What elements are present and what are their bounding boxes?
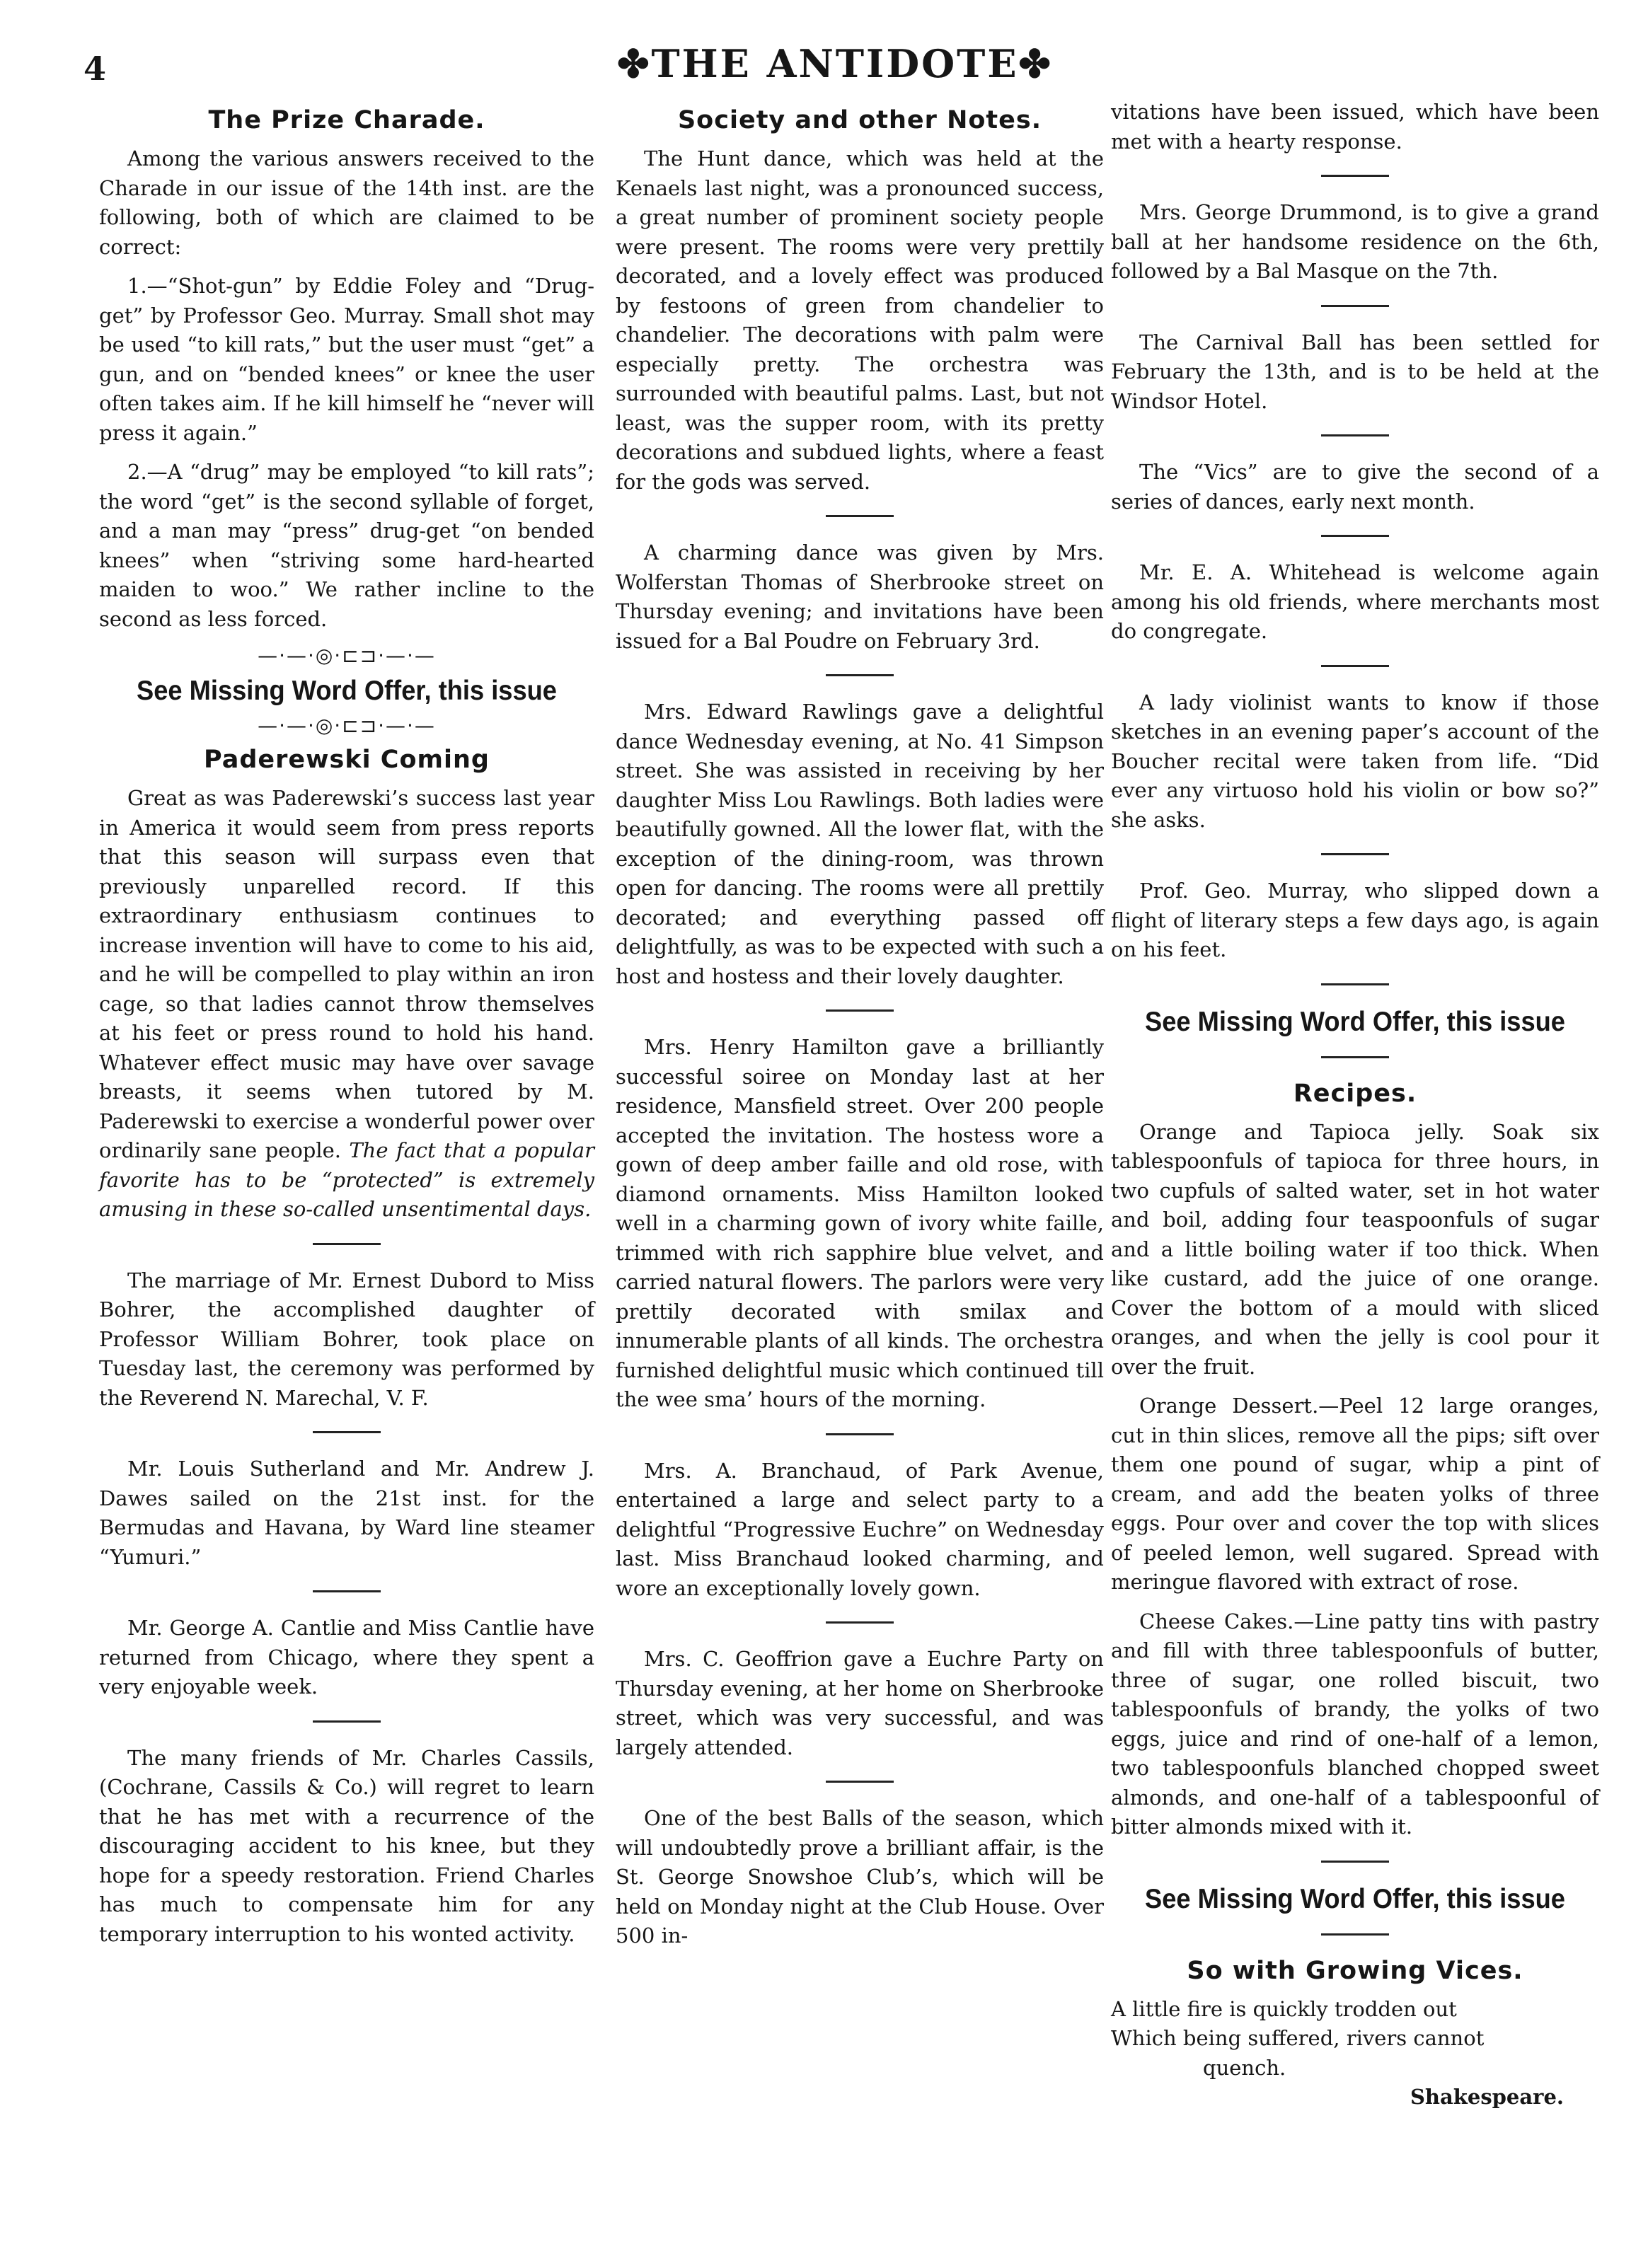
divider (1321, 535, 1389, 537)
divider (1321, 434, 1389, 436)
divider (1321, 1861, 1389, 1863)
missing-word-offer: See Missing Word Offer, this issue (1145, 1883, 1565, 1914)
charade-title: The Prize Charade. (208, 106, 485, 134)
poem-line: Which being suffered, rivers cannot (1111, 2026, 1485, 2050)
missing-word-offer: See Missing Word Offer, this issue (1145, 1006, 1565, 1037)
paderewski-text: Great as was Paderewski’s success last year in America it would seem from press reports that this season will surpass even that previously unparelled record. If this extraordinary enthusiasm continues to increase invention will have to come to his aid, and he will be compelled to play within an iron cage, so that ladies cannot throw themselves at his feet or press round to hold his hand. Whatever effect music may have over savage breasts, it seems when tutored by M. Paderewski to exercise a wonderful power over ordinarily sane people. (99, 786, 594, 1162)
violinist-notice: A lady violinist wants to know if those sketches in an evening paper’s account of the Boucher recital were taken from life. “Did ever any virtuoso hold his violin or bow so?” she asks. (1111, 690, 1599, 832)
whitehead-notice: Mr. E. A. Whitehead is welcome again among his old friends, where merchants most do congregate. (1111, 560, 1599, 643)
divider (313, 1720, 381, 1723)
murray-notice: Prof. Geo. Murray, who slipped down a flight of literary steps a few days ago, is again on his feet. (1111, 879, 1599, 961)
divider (313, 1590, 381, 1592)
thomas-notice: A charming dance was given by Mrs. Wolferstan Thomas of Sherbrooke street on Thursday evening; and invitations have been issued for a Bal Poudre on February 3rd. (616, 540, 1104, 653)
cantlie-notice: Mr. George A. Cantlie and Miss Cantlie have returned from Chicago, where they spent a very enjoyable week. (99, 1616, 594, 1699)
recipe-orange-tapioca: Orange and Tapioca jelly. Soak six tablespoonfuls of tapioca for three hours, in two cupfuls of salted water, set in hot water and boil, adding four teaspoonfuls of sugar and a little boiling water if too thick. When like custard, add the juice of one orange. Cover the bottom of a mould with sliced oranges, and when the jelly is cool pour it over the fruit. (1111, 1119, 1599, 1379)
paderewski-title: Paderewski Coming (204, 746, 490, 774)
poem-author: Shakespeare. (1410, 2085, 1564, 2109)
cassils-notice: The many friends of Mr. Charles Cassils, (Cochrane, Cassils & Co.) will regret to learn that he has met with a recurrence of the discouraging accident to his knee, but they hope for a speedy restoration. Friend Charles has much to compensate him for any temporary interruption to his wonted activity. (99, 1745, 594, 1946)
divider (826, 1621, 894, 1624)
column-2 (616, 106, 1104, 1961)
geoffrion-notice: Mrs. C. Geoffrion gave a Euchre Party on Thursday evening, at her home on Sherbrooke street, which was very successful, and was largely attended. (616, 1647, 1104, 1759)
charade-intro: Among the various answers received to the Charade in our issue of the 14th inst. are the following, both of which are claimed to be correct: (99, 146, 594, 259)
divider (826, 674, 894, 676)
snowshoe-notice-continued: vitations have been issued, which have been met with a hearty response. (1111, 100, 1599, 154)
page-number: 4 (83, 50, 107, 88)
divider (826, 1781, 894, 1783)
divider (1321, 1933, 1389, 1936)
recipe-cheese-cakes: Cheese Cakes.—Line patty tins with pastry and fill with three tablespoonfuls of butter, three of sugar, one rolled biscuit, two tablespoonfuls of brandy, the yolks of two eggs, juice and rind of one-half of a lemon, two tablespoonfuls blanched chopped sweet almonds, and one-half of a tablespoonful of bitter almonds mixed with it. (1111, 1609, 1599, 1839)
divider (826, 515, 894, 517)
column-1 (99, 106, 594, 1959)
vics-notice: The “Vics” are to give the second of a series of dances, early next month. (1111, 460, 1599, 514)
divider (313, 1431, 381, 1433)
divider (1321, 175, 1389, 177)
snowshoe-notice: One of the best Balls of the season, which will undoubtedly prove a brilliant affair, is the St. George Snowshoe Club’s, which will be held on Monday night at the Club House. Over 500 in- (616, 1806, 1104, 1948)
poem-line: A little fire is quickly trodden out (1111, 1996, 1457, 2021)
branchaud-notice: Mrs. A. Branchaud, of Park Avenue, entertained a large and select party to a delightful “Progressive Euchre” on Wednesday last. Miss Branchaud looked charming, and wore an exceptionally lovely gown. (616, 1458, 1104, 1600)
poem-line: quench. (1203, 2055, 1286, 2080)
recipes-title: Recipes. (1293, 1079, 1417, 1108)
hunt-dance-notice: The Hunt dance, which was held at the Kenaels last night, was a pronounced success, a great number of prominent society people were present. The rooms were very prettily decorated, and a lovely effect was produced by festoons of green from chandelier to chandelier. The decorations with palm were especially pretty. The orchestra was surrounded with beautiful palms. Last, but not least, was the supper room, with its pretty decorations and subdued lights, where a feast for the gods was served. (616, 146, 1104, 494)
dubord-notice: The marriage of Mr. Ernest Dubord to Miss Bohrer, the accomplished daughter of Professor William Bohrer, took place on Tuesday last, the ceremony was performed by the Reverend N. Marechal, V. F. (99, 1268, 594, 1410)
divider (1321, 853, 1389, 855)
ornament-divider: —·—·◎·⊏⊐·—·— (258, 644, 436, 667)
society-title: Society and other Notes. (677, 106, 1042, 134)
vices-title: So with Growing Vices. (1187, 1956, 1523, 1985)
divider (1321, 665, 1389, 667)
charade-answer-1: 1.—“Shot-gun” by Eddie Foley and “Drug-get” by Professor Geo. Murray. Small shot may be used “to kill rats,” but the user must “get” a gun, and on “bended knees” or knee the user often takes aim. If he kill himself he “never will press it again.” (99, 274, 594, 445)
rawlings-notice: Mrs. Edward Rawlings gave a delightful dance Wednesday evening, at No. 41 Simpson street. She was assisted in receiving by her daughter Miss Lou Rawlings. Both ladies were beautifully gowned. All the lower flat, with the exception of the dining-room, was thrown open for dancing. The rooms were all prettily decorated; and everything passed off delightfully, as was to be expected with such a host and hostess and their lovely daughter. (616, 700, 1104, 988)
carnival-notice: The Carnival Ball has been settled for February the 13th, and is to be held at the Windsor Hotel. (1111, 330, 1599, 413)
paderewski-italic: The fact that a popular favorite has to be “protected” is extremely amusing in these so-called unsentimental days. (99, 1138, 594, 1221)
ornament-divider: —·—·◎·⊏⊐·—·— (258, 714, 436, 737)
sutherland-notice: Mr. Louis Sutherland and Mr. Andrew J. Dawes sailed on the 21st inst. for the Bermudas and Havana, by Ward line steamer “Yumuri.” (99, 1457, 594, 1569)
paderewski-article (99, 784, 594, 1225)
drummond-notice: Mrs. George Drummond, is to give a grand ball at her handsome residence on the 6th, followed by a Bal Masque on the 7th. (1111, 200, 1599, 283)
column-3 (1111, 98, 1599, 2122)
divider (313, 1243, 381, 1245)
hamilton-notice: Mrs. Henry Hamilton gave a brilliantly successful soiree on Monday last at her residence, Mansfield street. Over 200 people accepted the invitation. The hostess wore a gown of deep amber faille and old rose, with diamond ornaments. Miss Hamilton looked well in a charming gown of ivory white faille, trimmed with rich sapphire blue velvet, and carried natural flowers. The parlors were very prettily decorated with smilax and innumerable plants of all kinds. The orchestra furnished delightful music which continued till the wee sma’ hours of the morning. (616, 1035, 1104, 1411)
divider (1321, 1056, 1389, 1058)
divider (826, 1433, 894, 1435)
divider (1321, 983, 1389, 985)
recipe-orange-dessert: Orange Dessert.—Peel 12 large oranges, cut in thin slices, remove all the pips; sift over them one pound of sugar, whip a pint of cream, and add the beaten yolks of three eggs. Pour over and cover the top with slices of peeled lemon, well sugared. Spread with meringue flavored with extract of rose. (1111, 1394, 1599, 1594)
missing-word-offer: See Missing Word Offer, this issue (137, 676, 557, 706)
masthead: ✤THE ANTIDOTE✤ (617, 41, 1053, 86)
charade-answer-2: 2.—A “drug” may be employed “to kill rats”; the word “get” is the second syllable of forget, and a man may “press” drug-get “on bended knees” when “striving some hard-hearted maiden to woo.” We rather incline to the second as less forced. (99, 460, 594, 631)
divider (1321, 305, 1389, 307)
divider (826, 1009, 894, 1012)
